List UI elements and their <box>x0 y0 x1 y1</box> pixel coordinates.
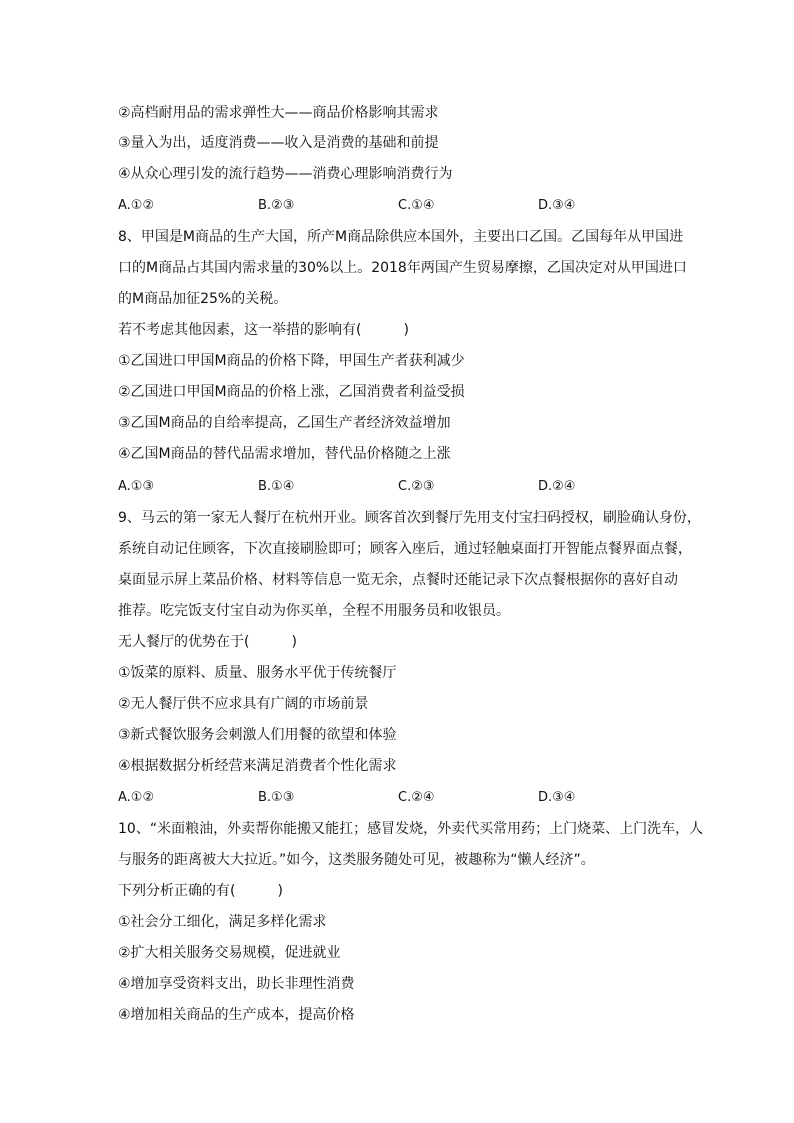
q10-option-4: ④增加相关商品的生产成本，提高价格 <box>118 1007 355 1023</box>
q10-stem-line-1: 10、“米面粮油，外卖帮你能搬又能扛；感冒发烧，外卖代买常用药；上门烧菜、上门洗车，人 <box>118 821 704 837</box>
q10-option-2: ②扩大相关服务交易规模，促进就业 <box>118 945 341 961</box>
q10-stem-line-2: 与服务的距离被大大拉近。”如今，这类服务随处可见，被趣称为“懒人经济”。 <box>118 852 595 868</box>
q9-answer-choices <box>118 789 698 807</box>
q7-option-4: ④从众心理引发的流行趋势——消费心理影响消费行为 <box>118 166 453 182</box>
q7-option-3: ③量入为出，适度消费——收入是消费的基础和前提 <box>118 135 439 151</box>
q8-choice-d: D.②④ <box>538 479 576 494</box>
q8-option-3: ③乙国M商品的自给率提高，乙国生产者经济效益增加 <box>118 415 451 431</box>
q8-question: 若不考虑其他因素，这一举措的影响有( ) <box>118 322 409 338</box>
q8-option-1: ①乙国进口甲国M商品的价格下降，甲国生产者获利减少 <box>118 353 465 369</box>
q8-choice-b: B.①④ <box>258 479 295 494</box>
q8-choice-c: C.②③ <box>398 479 435 494</box>
q10-question: 下列分析正确的有( ) <box>118 883 283 899</box>
q10-option-1: ①社会分工细化，满足多样化需求 <box>118 914 327 930</box>
q8-answer-choices <box>118 478 698 496</box>
q9-choice-b: B.①③ <box>258 790 295 805</box>
q8-stem-line-3: 的M商品加征25%的关税。 <box>118 291 288 307</box>
q7-answer-choices <box>118 197 698 215</box>
q9-choice-c: C.②④ <box>398 790 435 805</box>
q7-option-2: ②高档耐用品的需求弹性大——商品价格影响其需求 <box>118 105 439 121</box>
q9-stem-line-3: 桌面显示屏上菜品价格、材料等信息一览无余，点餐时还能记录下次点餐根据你的喜好自动 <box>118 572 678 588</box>
q8-choice-a: A.①③ <box>118 479 155 494</box>
q8-option-2: ②乙国进口甲国M商品的价格上涨，乙国消费者利益受损 <box>118 384 465 400</box>
q9-option-3: ③新式餐饮服务会刺激人们用餐的欲望和体验 <box>118 727 397 743</box>
q7-choice-a: A.①② <box>118 198 155 213</box>
q9-option-1: ①饭菜的原料、质量、服务水平优于传统餐厅 <box>118 665 397 681</box>
q9-option-4: ④根据数据分析经营来满足消费者个性化需求 <box>118 758 397 774</box>
q9-option-2: ②无人餐厅供不应求具有广阔的市场前景 <box>118 696 369 712</box>
q8-stem-line-2: 口的M商品占其国内需求量的30%以上。2018年两国产生贸易摩擦，乙国决定对从甲国进口 <box>118 260 687 276</box>
q7-choice-c: C.①④ <box>398 198 435 213</box>
q9-stem-line-4: 推荐。吃完饭支付宝自动为你买单，全程不用服务员和收银员。 <box>118 603 510 619</box>
q7-choice-d: D.③④ <box>538 198 576 213</box>
q7-choice-b: B.②③ <box>258 198 295 213</box>
q10-option-3: ④增加享受资料支出，助长非理性消费 <box>118 976 355 992</box>
q9-question: 无人餐厅的优势在于( ) <box>118 634 297 650</box>
q9-stem-line-1: 9、马云的第一家无人餐厅在杭州开业。顾客首次到餐厅先用支付宝扫码授权，刷脸确认身份， <box>118 510 701 526</box>
q9-choice-d: D.③④ <box>538 790 576 805</box>
q9-choice-a: A.①② <box>118 790 155 805</box>
q8-stem-line-1: 8、甲国是M商品的生产大国，所产M商品除供应本国外，主要出口乙国。乙国每年从甲国进 <box>118 229 684 245</box>
q8-option-4: ④乙国M商品的替代品需求增加，替代品价格随之上涨 <box>118 446 451 462</box>
q9-stem-line-2: 系统自动记住顾客，下次直接刷脸即可；顾客入座后，通过轻触桌面打开智能点餐界面点餐， <box>118 541 692 557</box>
